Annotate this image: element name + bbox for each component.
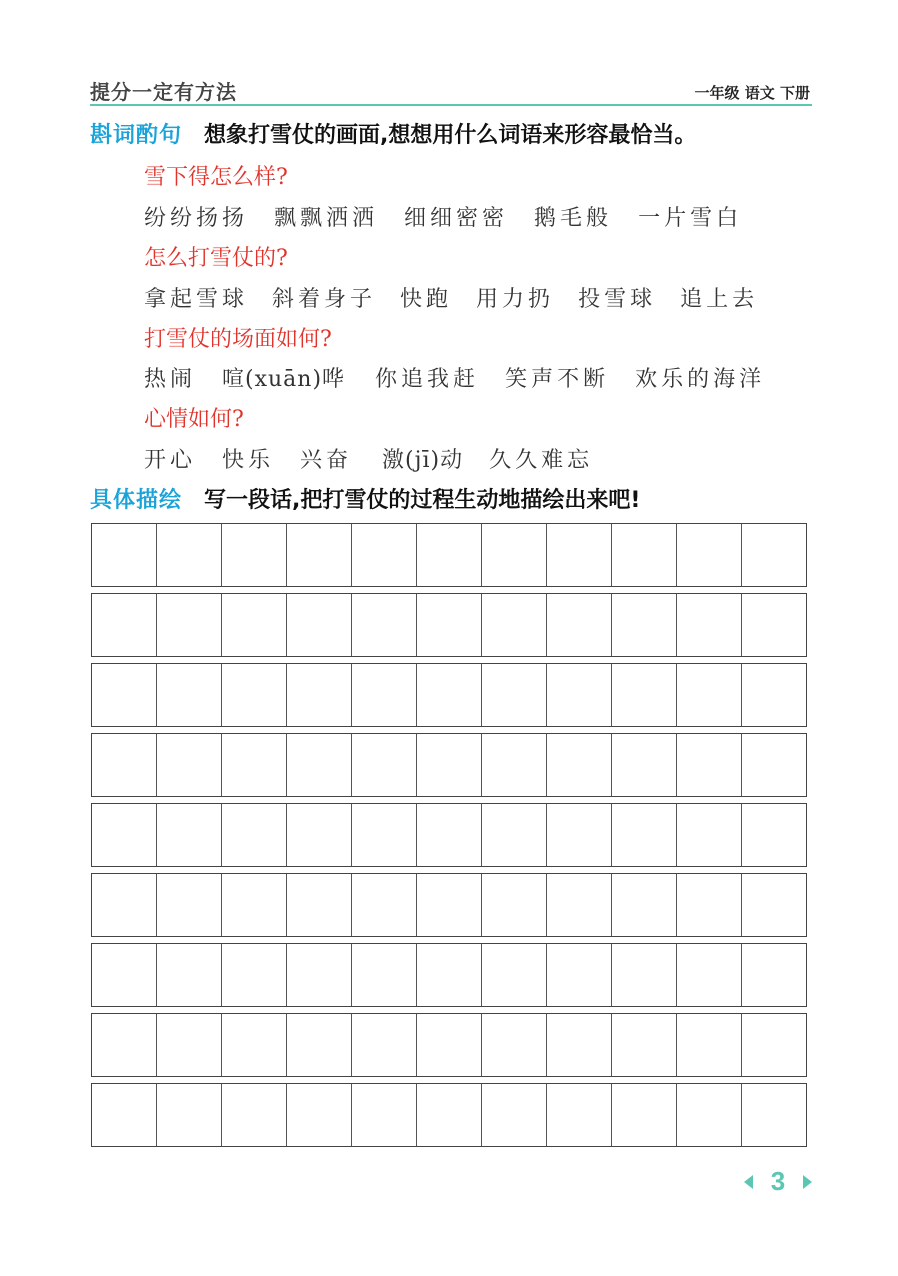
grid-cell[interactable] [157, 734, 222, 796]
grid-cell[interactable] [157, 944, 222, 1006]
grid-cell[interactable] [92, 944, 157, 1006]
grid-cell[interactable] [157, 1084, 222, 1146]
grid-cell[interactable] [287, 1084, 352, 1146]
grid-cell[interactable] [742, 1084, 806, 1146]
grid-cell[interactable] [222, 1014, 287, 1076]
section-instruction-word-choice: 想象打雪仗的画面,想想用什么词语来形容最恰当。 [204, 123, 697, 148]
header-grade: 一年级 语文 下册 [694, 84, 810, 102]
grid-cell[interactable] [677, 1014, 742, 1076]
grid-cell[interactable] [742, 944, 806, 1006]
grid-cell[interactable] [677, 594, 742, 656]
grid-cell[interactable] [742, 1014, 806, 1076]
grid-cell[interactable] [482, 944, 547, 1006]
grid-cell[interactable] [287, 804, 352, 866]
word-option: 斜着身子 [272, 287, 377, 312]
grid-cell[interactable] [92, 804, 157, 866]
grid-cell[interactable] [482, 734, 547, 796]
grid-row [91, 943, 807, 1007]
header-divider [90, 104, 812, 106]
grid-cell[interactable] [677, 664, 742, 726]
grid-cell[interactable] [417, 944, 482, 1006]
word-list-4 [144, 443, 593, 474]
grid-cell[interactable] [482, 664, 547, 726]
grid-cell[interactable] [92, 874, 157, 936]
word-option: 纷纷扬扬 [144, 206, 249, 231]
header-title: 提分一定有方法 [90, 80, 237, 104]
grid-cell[interactable] [222, 944, 287, 1006]
grid-cell[interactable] [612, 944, 677, 1006]
grid-row [91, 523, 807, 587]
grid-cell[interactable] [612, 734, 677, 796]
grid-cell[interactable] [612, 1014, 677, 1076]
grid-cell[interactable] [612, 1084, 677, 1146]
grid-row [91, 593, 807, 657]
grid-cell[interactable] [157, 1014, 222, 1076]
grid-cell[interactable] [547, 874, 612, 936]
word-option: 热闹 [144, 367, 197, 392]
word-option: 拿起雪球 [144, 287, 249, 312]
section-instruction-describe: 写一段话,把打雪仗的过程生动地描绘出来吧! [204, 488, 641, 513]
grid-cell[interactable] [417, 804, 482, 866]
section-tag-word-choice: 斟词酌句 [90, 123, 183, 148]
grid-cell[interactable] [417, 874, 482, 936]
grid-cell[interactable] [482, 1084, 547, 1146]
grid-cell[interactable] [287, 664, 352, 726]
grid-cell[interactable] [92, 734, 157, 796]
grid-row [91, 873, 807, 937]
word-option: 快乐 [222, 448, 275, 473]
grid-cell[interactable] [222, 664, 287, 726]
grid-cell[interactable] [157, 524, 222, 586]
grid-cell[interactable] [742, 664, 806, 726]
grid-cell[interactable] [157, 664, 222, 726]
word-list-1 [144, 201, 742, 232]
grid-row [91, 1083, 807, 1147]
grid-cell[interactable] [547, 664, 612, 726]
grid-cell[interactable] [352, 1014, 417, 1076]
grid-cell[interactable] [92, 524, 157, 586]
grid-cell[interactable] [352, 944, 417, 1006]
word-option: 激(jī)动 [382, 448, 464, 473]
grid-cell[interactable] [157, 804, 222, 866]
page-indicator [744, 1166, 814, 1198]
grid-cell[interactable] [547, 1014, 612, 1076]
grid-cell[interactable] [677, 874, 742, 936]
word-option: 用力扔 [476, 287, 555, 312]
grid-cell[interactable] [612, 594, 677, 656]
grid-cell[interactable] [417, 524, 482, 586]
grid-cell[interactable] [352, 664, 417, 726]
word-option: 久久难忘 [489, 448, 594, 473]
grid-cell[interactable] [742, 524, 806, 586]
grid-cell[interactable] [677, 804, 742, 866]
grid-cell[interactable] [417, 1084, 482, 1146]
triangle-right-icon [803, 1175, 812, 1189]
grid-cell[interactable] [612, 524, 677, 586]
grid-row [91, 733, 807, 797]
grid-cell[interactable] [222, 874, 287, 936]
word-option: 投雪球 [578, 287, 657, 312]
grid-cell[interactable] [287, 594, 352, 656]
grid-cell[interactable] [612, 664, 677, 726]
grid-cell[interactable] [92, 1084, 157, 1146]
grid-row [91, 1013, 807, 1077]
grid-cell[interactable] [742, 874, 806, 936]
word-option: 一片雪白 [638, 206, 743, 231]
grid-cell[interactable] [482, 804, 547, 866]
grid-cell[interactable] [222, 804, 287, 866]
grid-cell[interactable] [612, 874, 677, 936]
question-1: 雪下得怎么样? [144, 165, 288, 190]
section-tag-describe: 具体描绘 [90, 488, 183, 513]
grid-cell[interactable] [677, 944, 742, 1006]
word-option: 细细密密 [404, 206, 509, 231]
word-list-3 [144, 362, 765, 393]
grid-cell[interactable] [287, 944, 352, 1006]
grid-cell[interactable] [222, 524, 287, 586]
grid-cell[interactable] [222, 734, 287, 796]
grid-cell[interactable] [92, 664, 157, 726]
word-option: 开心 [144, 448, 197, 473]
grid-cell[interactable] [92, 1014, 157, 1076]
grid-cell[interactable] [417, 594, 482, 656]
grid-cell[interactable] [547, 1084, 612, 1146]
grid-cell[interactable] [547, 524, 612, 586]
word-list-2 [144, 282, 758, 313]
grid-cell[interactable] [352, 734, 417, 796]
grid-cell[interactable] [482, 1014, 547, 1076]
grid-cell[interactable] [222, 594, 287, 656]
grid-cell[interactable] [352, 1084, 417, 1146]
grid-row [91, 803, 807, 867]
word-option: 快跑 [400, 287, 453, 312]
grid-cell[interactable] [287, 734, 352, 796]
grid-cell[interactable] [417, 1014, 482, 1076]
section-describe [90, 483, 640, 514]
word-option: 鹅毛般 [534, 206, 613, 231]
grid-cell[interactable] [352, 874, 417, 936]
word-option: 你追我赶 [375, 367, 480, 392]
grid-cell[interactable] [222, 1084, 287, 1146]
grid-cell[interactable] [287, 874, 352, 936]
grid-cell[interactable] [547, 804, 612, 866]
grid-cell[interactable] [547, 734, 612, 796]
grid-cell[interactable] [612, 804, 677, 866]
page-number: 3 [770, 1166, 786, 1196]
grid-cell[interactable] [742, 734, 806, 796]
grid-cell[interactable] [742, 594, 806, 656]
grid-cell[interactable] [482, 524, 547, 586]
word-option: 兴奋 [300, 448, 353, 473]
grid-cell[interactable] [677, 734, 742, 796]
grid-cell[interactable] [547, 944, 612, 1006]
grid-cell[interactable] [287, 524, 352, 586]
triangle-left-icon [744, 1175, 753, 1189]
section-word-choice [90, 118, 696, 149]
grid-cell[interactable] [417, 664, 482, 726]
question-3: 打雪仗的场面如何? [144, 327, 332, 352]
grid-cell[interactable] [352, 804, 417, 866]
grid-cell[interactable] [677, 1084, 742, 1146]
page-header [90, 74, 812, 106]
grid-cell[interactable] [547, 594, 612, 656]
word-option: 喧(xuān)哗 [222, 367, 346, 392]
grid-row [91, 663, 807, 727]
grid-cell[interactable] [482, 594, 547, 656]
grid-cell[interactable] [287, 1014, 352, 1076]
grid-cell[interactable] [417, 734, 482, 796]
grid-cell[interactable] [92, 594, 157, 656]
grid-cell[interactable] [157, 594, 222, 656]
grid-cell[interactable] [352, 524, 417, 586]
grid-cell[interactable] [352, 594, 417, 656]
word-option: 追上去 [680, 287, 759, 312]
word-option: 飘飘洒洒 [274, 206, 379, 231]
word-option: 笑声不断 [505, 367, 610, 392]
grid-cell[interactable] [157, 874, 222, 936]
grid-cell[interactable] [482, 874, 547, 936]
grid-cell[interactable] [677, 524, 742, 586]
word-option: 欢乐的海洋 [635, 367, 766, 392]
question-2: 怎么打雪仗的? [144, 246, 288, 271]
question-4: 心情如何? [144, 407, 244, 432]
grid-cell[interactable] [742, 804, 806, 866]
